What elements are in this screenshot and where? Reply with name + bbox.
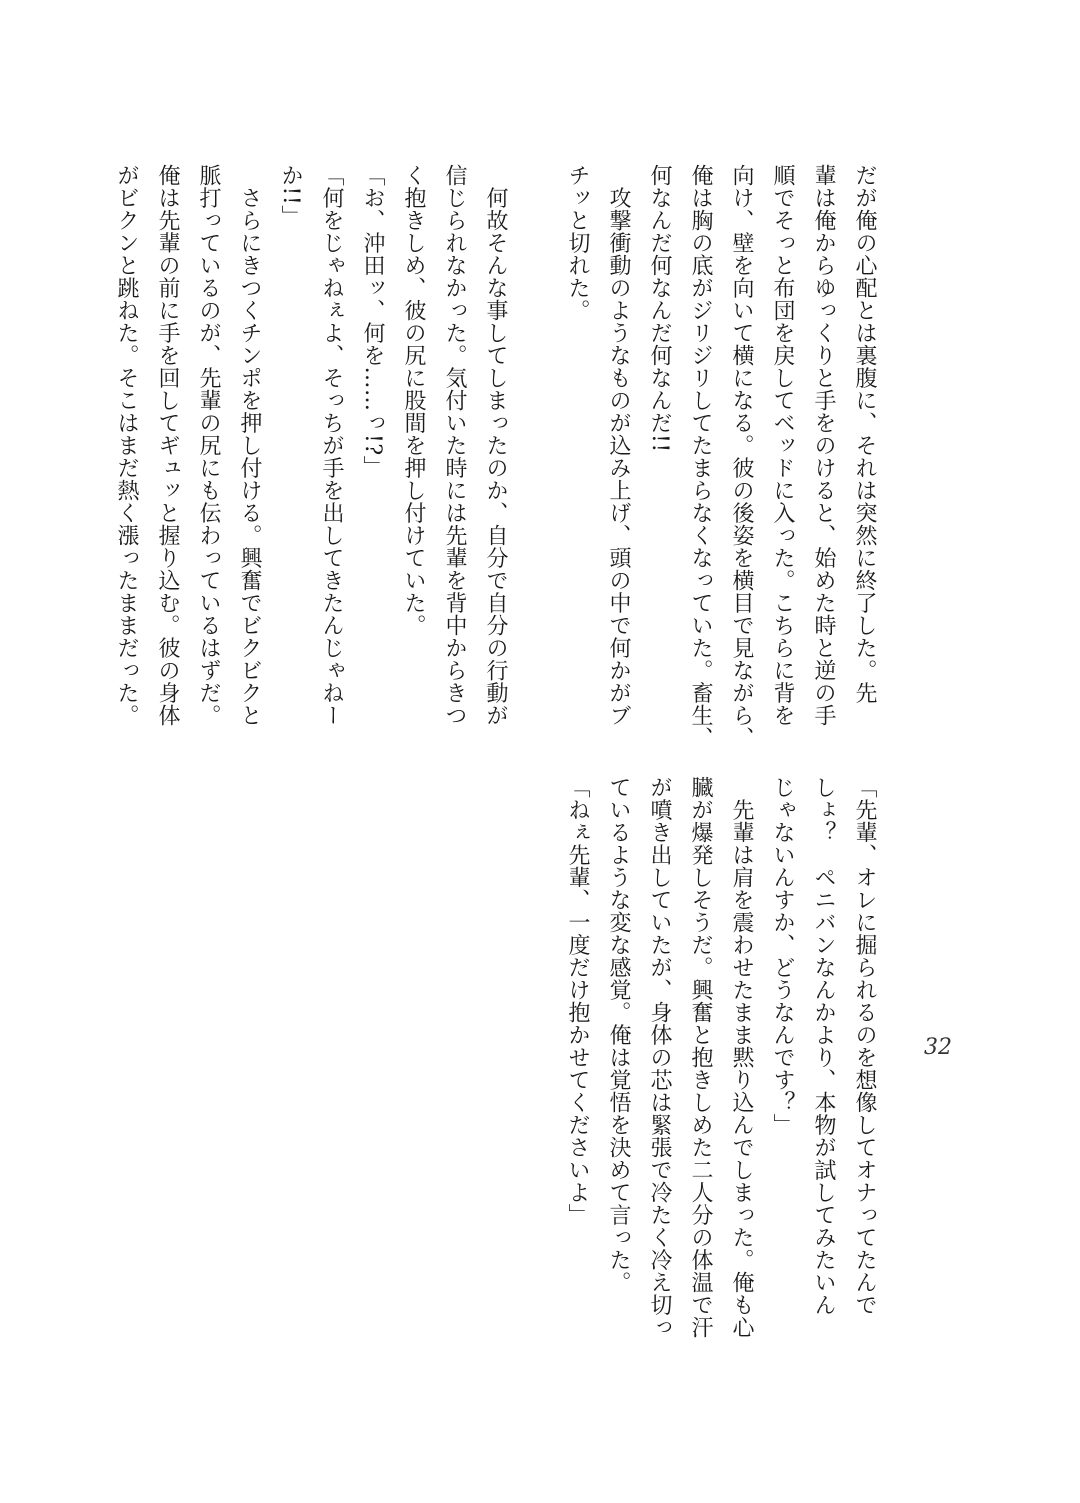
text-line: 「お、沖田ッ、何を……っ!?」 [360, 164, 385, 479]
text-line: だが俺の心配とは裏腹に、それは突然に終了した。先 [852, 164, 877, 704]
text-line: 「ねぇ先輩、一度だけ抱かせてくださいよ」 [565, 776, 590, 1226]
text-line: 俺は胸の底がジリジリしてたまらなくなっていた。畜生、 [688, 164, 713, 749]
text-line: 順でそっと布団を戻してベッドに入った。こちらに背を [770, 164, 795, 727]
text-line: 先輩は肩を震わせたまま黙り込んでしまった。俺も心 [729, 776, 754, 1339]
text-line: 輩は俺からゆっくりと手をのけると、始めた時と逆の手 [811, 164, 836, 727]
text-line: しょ？ ペニバンなんかより、本物が試してみたいん [811, 776, 836, 1316]
text-line: 「先輩、オレに掘られるのを想像してオナってたんで [852, 776, 877, 1316]
page-number: 32 [924, 1035, 952, 1060]
text-line: 「何をじゃねぇよ、そっちが手を出してきたんじゃねー [319, 164, 344, 727]
text-line: く抱きしめ、彼の尻に股間を押し付けていた。 [401, 164, 426, 637]
paragraph-gap [516, 164, 557, 724]
text-line: 臓が爆発しそうだ。興奮と抱きしめた二人分の体温で汗 [688, 776, 713, 1339]
upper-text-block [106, 164, 885, 749]
text-line: 向け、壁を向いて横になる。彼の後姿を横目で見ながら、 [729, 164, 754, 749]
text-line: がビクンと跳ねた。そこはまだ熱く漲ったままだった。 [114, 164, 139, 727]
text-line: 信じられなかった。気付いた時には先輩を背中からきつ [442, 164, 467, 727]
lower-text-block [557, 776, 885, 1339]
text-line: か!!」 [278, 164, 303, 228]
text-line: 俺は先輩の前に手を回してギュッと握り込む。彼の身体 [155, 164, 180, 727]
text-line: さらにきつくチンポを押し付ける。興奮でビクビクと [237, 164, 262, 727]
text-line: 何なんだ何なんだ何なんだ!! [647, 164, 672, 453]
text-line: 攻撃衝動のようなものが込み上げ、頭の中で何かがブ [606, 164, 631, 727]
text-line: チッと切れた。 [565, 164, 590, 322]
text-line: じゃないんすか、どうなんです？」 [770, 776, 795, 1136]
text-line: ているような変な感覚。俺は覚悟を決めて言った。 [606, 776, 631, 1294]
text-line: が噴き出していたが、身体の芯は緊張で冷たく冷え切っ [647, 776, 672, 1339]
text-line: 脈打っているのが、先輩の尻にも伝わっているはずだ。 [196, 164, 221, 727]
text-line: 何故そんな事してしまったのか、自分で自分の行動が [483, 164, 508, 727]
